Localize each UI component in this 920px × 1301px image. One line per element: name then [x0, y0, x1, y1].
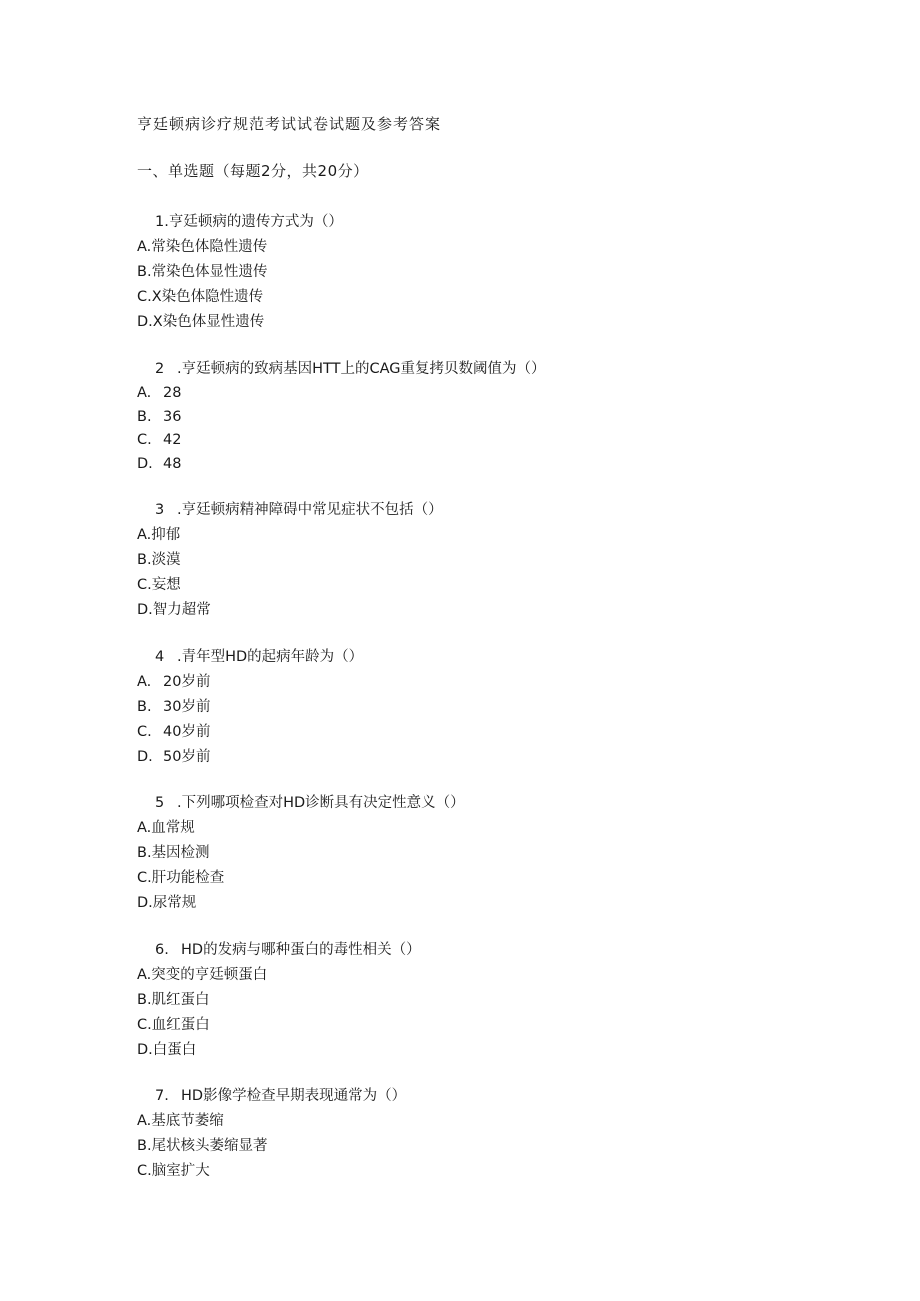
option-letter: C. [137, 1017, 152, 1033]
option-letter: D. [137, 1042, 153, 1058]
question-block [137, 357, 546, 476]
question-block [137, 210, 343, 335]
answer-option [137, 1013, 421, 1038]
option-text: 20岁前 [163, 674, 211, 690]
option-text: 基因检测 [151, 845, 210, 861]
question-text: .青年型HD的起病年龄为（） [177, 649, 364, 665]
option-text: 基底节萎缩 [151, 1113, 224, 1129]
option-letter: D. [137, 895, 153, 911]
answer-option [137, 548, 443, 573]
option-letter: C. [137, 724, 152, 740]
answer-option [137, 598, 443, 623]
question-number: 6. [155, 942, 169, 958]
answer-option [137, 841, 465, 866]
question-stem [137, 357, 546, 382]
answer-option [137, 310, 343, 335]
question-text: HD影像学检查早期表现通常为（） [181, 1088, 407, 1104]
answer-option [137, 260, 343, 285]
question-block [137, 938, 421, 1063]
answer-option [137, 745, 363, 770]
option-text: 脑室扩大 [151, 1163, 210, 1179]
option-text: 常染色体显性遗传 [151, 264, 268, 280]
option-letter: C. [137, 577, 152, 593]
option-text: X染色体显性遗传 [152, 314, 265, 330]
option-letter: C. [137, 1163, 152, 1179]
answer-option [137, 670, 363, 695]
question-number: 4 [155, 649, 165, 665]
option-letter: A. [137, 820, 152, 836]
answer-option [137, 235, 343, 260]
question-text: .亨廷顿病的致病基因HTT上的CAG重复拷贝数阈值为（） [177, 361, 546, 377]
option-letter: D. [137, 749, 153, 765]
answer-option [137, 1038, 421, 1063]
option-letter: A. [137, 967, 152, 983]
answer-option [137, 382, 546, 406]
question-text: .下列哪项检查对HD诊断具有决定性意义（） [177, 795, 465, 811]
option-text: 血红蛋白 [151, 1017, 210, 1033]
option-letter: A. [137, 674, 152, 690]
option-letter: B. [137, 699, 152, 715]
option-letter: B. [137, 408, 152, 425]
option-letter: A. [137, 385, 152, 401]
option-text: 48 [163, 455, 182, 472]
question-stem [137, 1084, 406, 1109]
answer-option [137, 1134, 406, 1159]
option-text: 肌红蛋白 [151, 992, 210, 1008]
option-letter: A. [137, 527, 152, 543]
option-text: 突变的亨廷顿蛋白 [151, 967, 268, 983]
option-letter: C. [137, 870, 152, 886]
option-text: 淡漠 [151, 552, 181, 568]
question-stem [137, 791, 465, 816]
option-letter: B. [137, 845, 152, 861]
option-letter: D. [137, 602, 153, 618]
answer-option [137, 695, 363, 720]
question-stem [137, 498, 443, 523]
option-text: 尾状核头萎缩显著 [151, 1138, 268, 1154]
question-text: 亨廷顿病的遗传方式为（） [168, 214, 343, 230]
option-text: 抑郁 [151, 527, 181, 543]
option-text: 智力超常 [152, 602, 211, 618]
option-text: 30岁前 [163, 699, 211, 715]
option-letter: C. [137, 432, 152, 448]
option-text: 妄想 [151, 577, 181, 593]
question-text: HD的发病与哪种蛋白的毒性相关（） [181, 942, 421, 958]
question-text: .亨廷顿病精神障碍中常见症状不包括（） [177, 502, 443, 518]
question-number: 5 [155, 795, 165, 811]
question-stem [137, 938, 421, 963]
option-text: 白蛋白 [152, 1042, 197, 1058]
question-block [137, 1084, 406, 1184]
option-text: 尿常规 [152, 895, 197, 911]
option-letter: B. [137, 1138, 152, 1154]
question-stem [137, 210, 343, 235]
option-letter: D. [137, 455, 153, 472]
option-text: 40岁前 [163, 724, 211, 740]
question-block [137, 791, 465, 916]
option-letter: B. [137, 992, 152, 1008]
question-number: 1. [155, 214, 169, 230]
question-block [137, 498, 443, 623]
option-letter: C. [137, 289, 152, 305]
option-letter: D. [137, 314, 153, 330]
answer-option [137, 816, 465, 841]
answer-option [137, 891, 465, 916]
answer-option [137, 429, 546, 453]
answer-option [137, 1109, 406, 1134]
answer-option [137, 285, 343, 310]
option-text: 常染色体隐性遗传 [151, 239, 268, 255]
answer-option [137, 1159, 406, 1184]
answer-option [137, 573, 443, 598]
answer-option [137, 406, 546, 430]
option-letter: B. [137, 264, 152, 280]
option-text: 36 [163, 408, 182, 425]
section-heading: 一、单选题（每题2分，共20分） [137, 162, 369, 180]
answer-option [137, 523, 443, 548]
answer-option [137, 988, 421, 1013]
question-number: 3 [155, 502, 165, 518]
question-stem [137, 645, 363, 670]
answer-option [137, 720, 363, 745]
option-letter: B. [137, 552, 152, 568]
option-text: 28 [163, 385, 182, 401]
answer-option [137, 963, 421, 988]
question-number: 7. [155, 1088, 169, 1104]
option-text: 42 [163, 432, 182, 448]
option-text: 肝功能检查 [151, 870, 225, 886]
answer-option [137, 866, 465, 891]
question-block [137, 645, 363, 770]
option-text: 血常规 [151, 820, 195, 836]
document-title: 亨廷顿病诊疗规范考试试卷试题及参考答案 [137, 115, 442, 133]
question-number: 2 [155, 361, 165, 377]
option-letter: A. [137, 239, 152, 255]
option-text: X染色体隐性遗传 [151, 289, 264, 305]
option-text: 50岁前 [163, 749, 211, 765]
answer-option [137, 453, 546, 477]
option-letter: A. [137, 1113, 152, 1129]
